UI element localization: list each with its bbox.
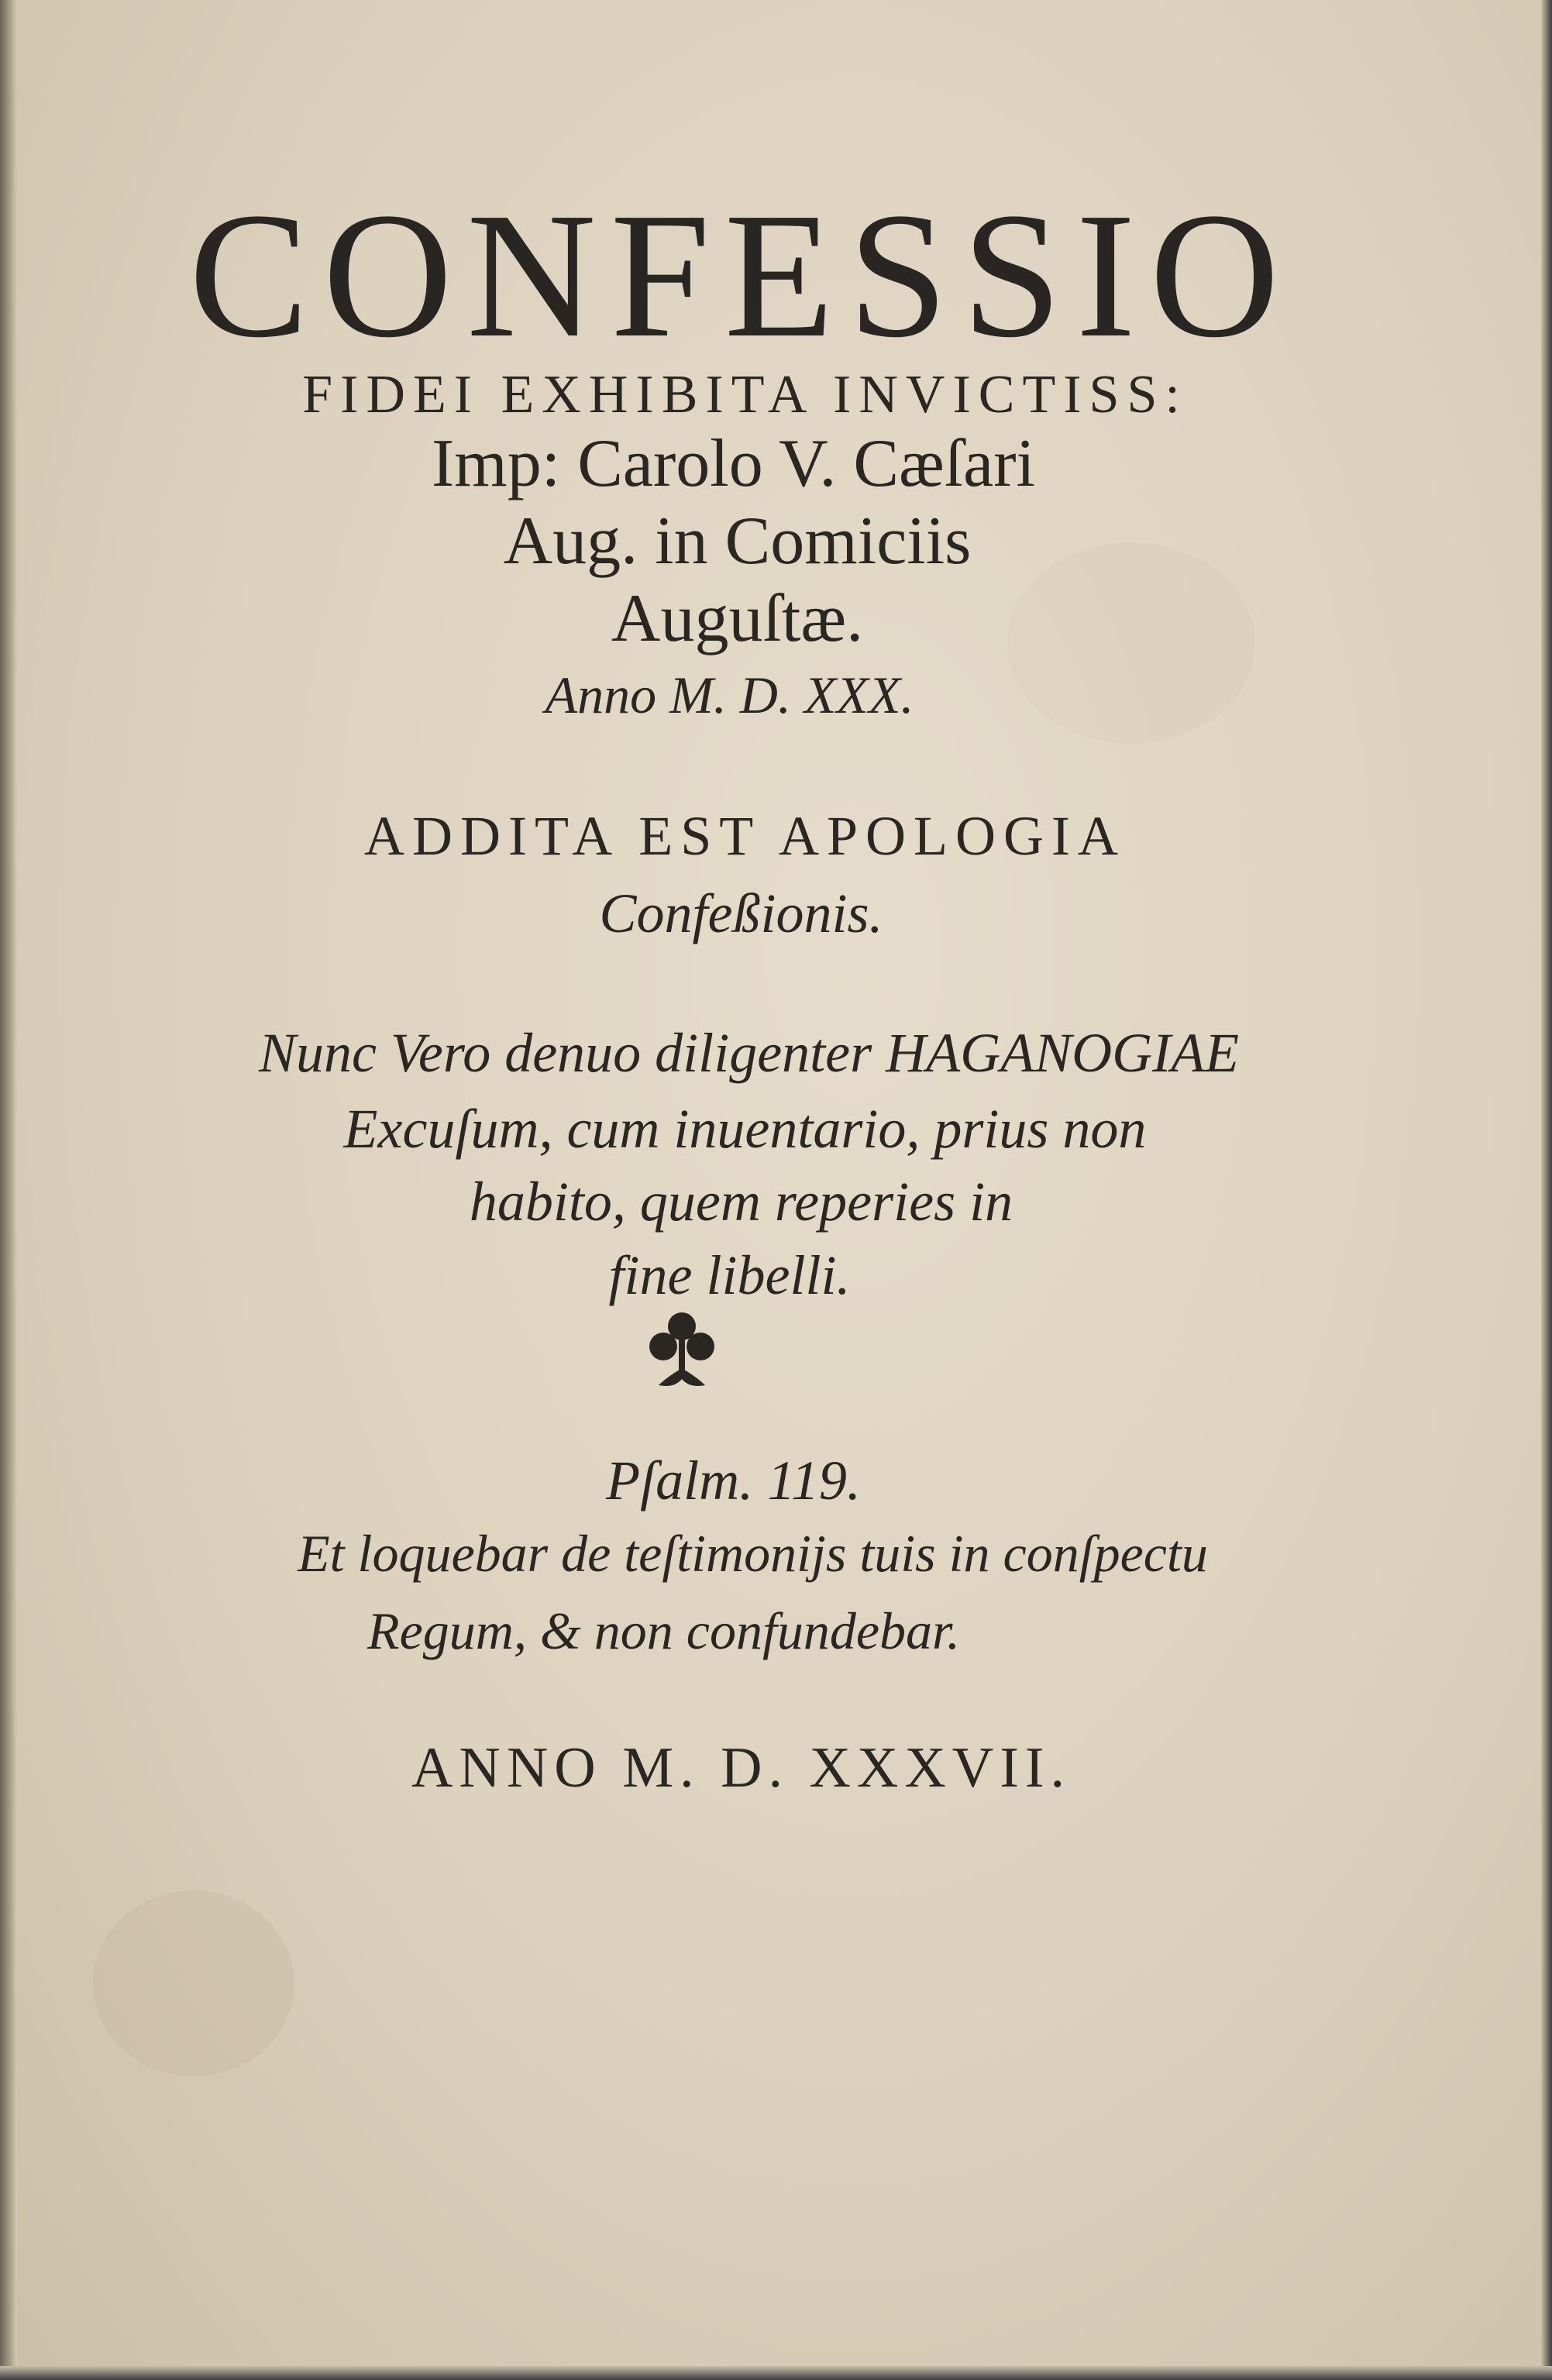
imprint-line-1: Nunc Vero denuo diligenter HAGANOGIAE xyxy=(258,1022,1240,1084)
psalm-quote-line-1: Et loquebar de teſtimonijs tuis in conſpectu xyxy=(298,1524,1208,1583)
paper-stain xyxy=(93,1890,294,2076)
publication-year: ANNO M. D. XXXVII. xyxy=(411,1736,1072,1800)
trefoil-fleuron-icon xyxy=(643,1308,721,1393)
subtitle-line-4: Auguſtæ. xyxy=(611,581,864,656)
imprint-line-2: Excuſum, cum inuentario, prius non xyxy=(343,1098,1147,1160)
imprint-line-3: habito, quem reperies in xyxy=(469,1171,1013,1233)
subtitle-line-1: FIDEI EXHIBITA INVICTISS: xyxy=(302,365,1188,425)
subtitle-line-2: Imp: Carolo V. Cæſari xyxy=(432,426,1035,501)
apology-heading: ADDITA EST APOLOGIA xyxy=(364,805,1126,867)
book-title: CONFESSIO xyxy=(188,176,1294,375)
psalm-reference: Pſalm. 119. xyxy=(606,1450,861,1512)
page-edge-bottom xyxy=(0,2366,1552,2380)
subtitle-line-3: Aug. in Comiciis xyxy=(503,504,972,579)
imprint-line-4: fine libelli. xyxy=(608,1244,851,1306)
apology-subheading: Confeßionis. xyxy=(599,882,883,944)
psalm-quote-line-2: Regum, & non confundebar. xyxy=(367,1601,960,1660)
date-line: Anno M. D. XXX. xyxy=(545,666,914,724)
